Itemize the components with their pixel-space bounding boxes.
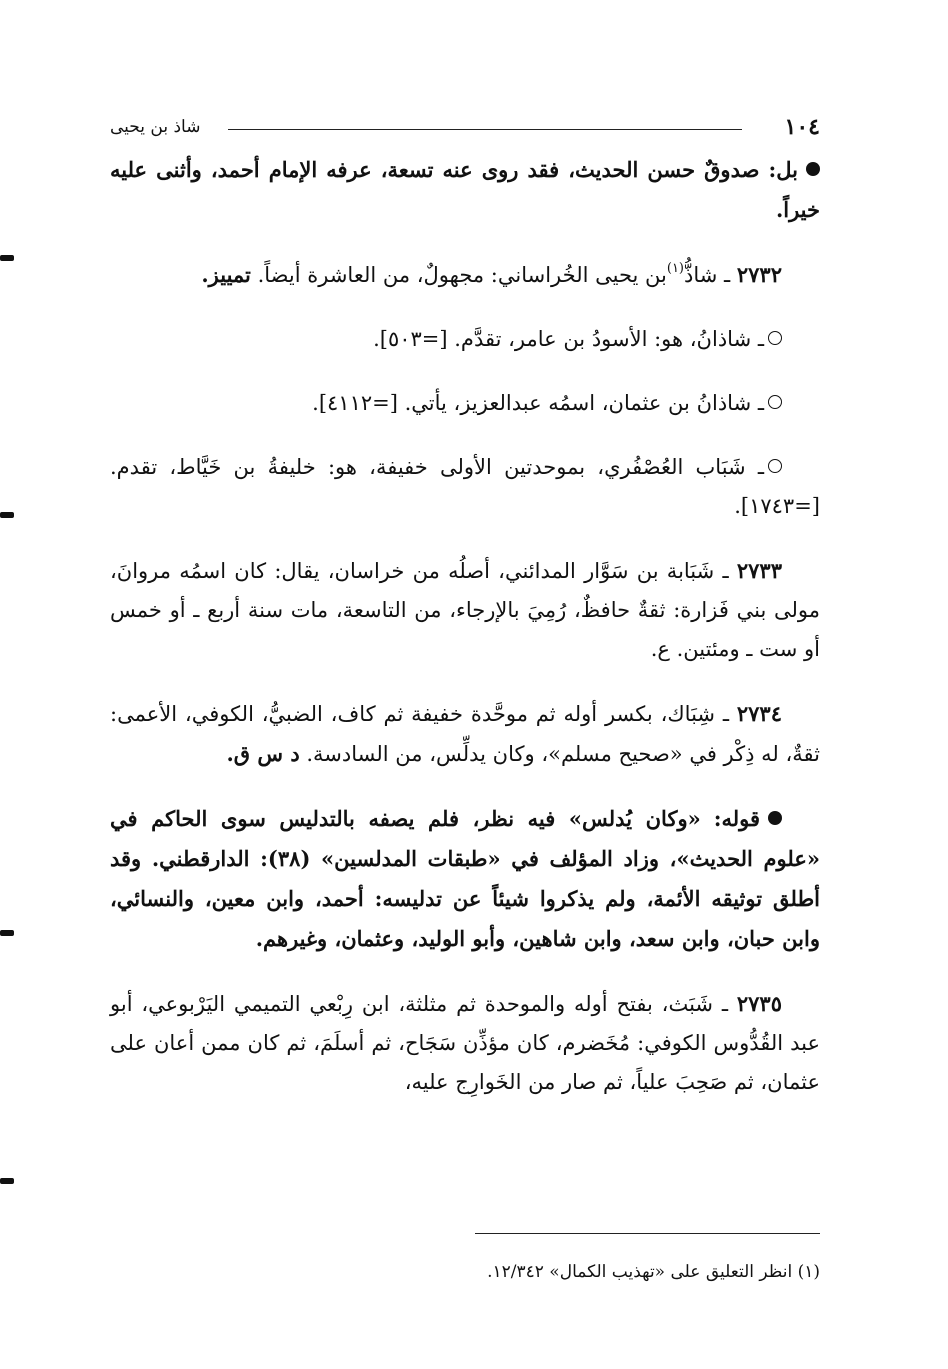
entry-number: ٢٧٣٣ <box>736 558 782 583</box>
paragraph-text: شاذانُ، هو: الأسودُ بن عامر، تقدَّم. [=٥٠٣]. <box>373 327 752 351</box>
entry-tag: تمييز. <box>201 262 251 287</box>
entry-number: ٢٧٣٤ <box>736 701 782 726</box>
footnote-ref: (١) <box>666 261 684 276</box>
scan-edge-mark <box>0 512 14 518</box>
entry-number: ٢٧٣٢ <box>736 262 782 287</box>
entry-tag: د س ق. <box>226 741 300 766</box>
entry-2733: ٢٧٣٣ ـ شَبَابة بن سَوَّار المدائني، أصلُه من خراسان، يقال: كان اسمُه مروانَ، مولى بني فَزارة: ثقةٌ حافظٌ، رُمِيَ بالإرجاء، من التاسعة، مات سنة أربع ـ أو خمس أو ست ـ ومئتين. ع. <box>110 558 820 661</box>
paragraph-text: «وكان يُدلس» فيه نظر، فلم يصفه بالتدليس سوى الحاكم في «علوم الحديث»، وزاد المؤلف في «طبقات المدلسين» (٣٨): الدارقطني. وقد أطلق توثيقه الأئمة، ولم يذكروا شيئاً عن تدليسه: أحمد، وابن معين، والنسائي، وابن حبان، وابن سعد، وابن شاهين، وأبو الوليد، وعثمان، وغيرهم. <box>110 806 820 951</box>
entry-2735: ٢٧٣٥ ـ شَبَث، بفتح أوله والموحدة ثم مثلثة، ابن رِبْعي التميمي اليَرْبوعي، أبو عبد القُدُّوس الكوفي: مُخَضرم، كان مؤذِّن سَجَاح، ثم أسلَمَ، ثم كان ممن أعان على عثمان، ثم صَحِبَ علياً، ثم صار من الخَوارِج عليه، <box>110 991 820 1094</box>
scan-edge-mark <box>0 255 14 261</box>
comment-paragraph <box>110 150 820 230</box>
hollow-bullet-icon <box>768 331 782 345</box>
footnote-rule <box>475 1233 820 1234</box>
hollow-bullet-icon <box>768 459 782 473</box>
paragraph-text: شَبَاب العُصْفُري، بموحدتين الأولى خفيفة، هو: خليفةُ بن خَيَّاط، تقدم. [=١٧٤٣]. <box>110 455 820 518</box>
comment-lead: قوله: <box>713 806 760 831</box>
scan-edge-mark <box>0 930 14 936</box>
paragraph-text: بل: صدوقٌ حسن الحديث، فقد روى عنه تسعة، عرفه الإمام أحمد، وأثنى عليه خيراً. <box>110 157 820 222</box>
entry-text: شِبَاك، بكسر أوله ثم موحَّدة خفيفة ثم كاف، الضبيُّ، الكوفي، الأعمى: ثقةٌ، له ذِكْر في «صحيح مسلم»، وكان يدلِّس، من السادسة. <box>110 702 820 766</box>
page-number: ١٠٤ <box>784 114 820 140</box>
running-header <box>110 112 820 142</box>
cross-ref-shadhan-uthman: ـ شاذانُ بن عثمان، اسمُه عبدالعزيز، يأتي. [=٤١١٢]. <box>110 384 820 423</box>
running-title: شاذ بن يحيى <box>110 117 201 137</box>
header-rule <box>228 129 742 130</box>
entry-text: شَبَث، بفتح أوله والموحدة ثم مثلثة، ابن رِبْعي التميمي اليَرْبوعي، أبو عبد القُدُّوس الكوفي: مُخَضرم، كان مؤذِّن سَجَاح، ثم أسلَمَ، ثم كان ممن أعان على عثمان، ثم صَحِبَ علياً، ثم صار من الخَوارِج عليه، <box>110 992 820 1094</box>
entry-text: شَبَابة بن سَوَّار المدائني، أصلُه من خراسان، يقال: كان اسمُه مروانَ، مولى بني فَزارة: ثقةٌ حافظٌ، رُمِيَ بالإرجاء، من التاسعة، مات سنة أربع ـ أو خمس أو ست ـ ومئتين. ع. <box>110 559 820 661</box>
entry-number: ٢٧٣٥ <box>736 991 782 1016</box>
cross-ref-shadhan: ـ شاذانُ، هو: الأسودُ بن عامر، تقدَّم. [=٥٠٣]. <box>110 320 820 359</box>
entry-name: شاذُّ <box>684 263 718 287</box>
hollow-bullet-icon <box>768 395 782 409</box>
entry-text: بن يحيى الخُراساني: مجهولٌ، من العاشرة أيضاً. <box>257 263 667 287</box>
solid-bullet-icon <box>768 811 782 825</box>
body-text <box>110 150 820 1127</box>
scan-edge-mark <box>0 1178 14 1184</box>
solid-bullet-icon <box>806 162 820 176</box>
entry-2734: ٢٧٣٤ ـ شِبَاك، بكسر أوله ثم موحَّدة خفيفة ثم كاف، الضبيُّ، الكوفي، الأعمى: ثقةٌ، له ذِكْر في «صحيح مسلم»، وكان يدلِّس، من السادسة. د س ق. <box>110 701 820 766</box>
entry-2732: ٢٧٣٢ ـ شاذُّ$^{(١)}$بن يحيى الخُراساني: مجهولٌ، من العاشرة أيضاً. تمييز. <box>201 261 782 287</box>
comment-paragraph <box>110 799 820 959</box>
footnote: (١) انظر التعليق على «تهذيب الكمال» ١٢/٣٤٢. <box>487 1262 820 1282</box>
page <box>110 0 820 1369</box>
cross-ref-shabab: ـ شَبَاب العُصْفُري، بموحدتين الأولى خفيفة، هو: خليفةُ بن خَيَّاط، تقدم. [=١٧٤٣]. <box>110 455 820 518</box>
paragraph-text: شاذانُ بن عثمان، اسمُه عبدالعزيز، يأتي. [=٤١١٢]. <box>312 391 752 415</box>
